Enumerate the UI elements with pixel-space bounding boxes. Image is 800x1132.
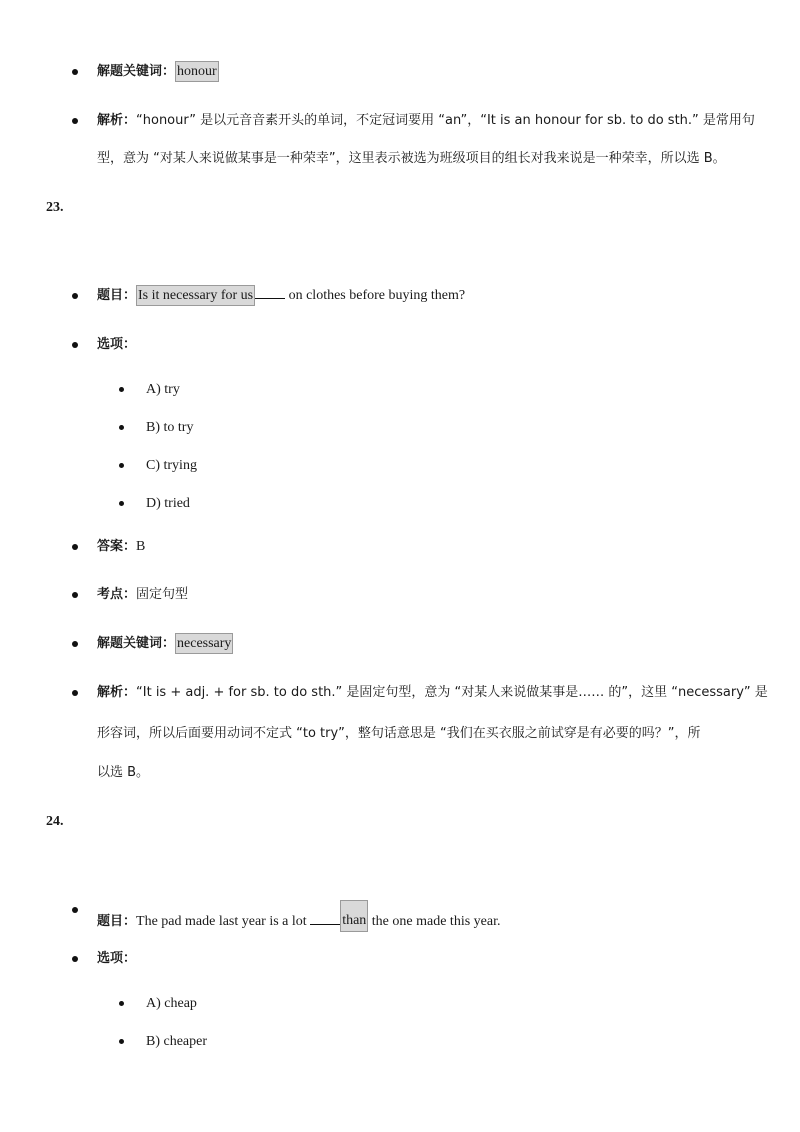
bullet: [119, 1039, 124, 1044]
point-value: 固定句型: [136, 587, 189, 602]
answer-blank: [310, 912, 340, 925]
option-text: A) try: [146, 382, 180, 397]
answer-label: 答案：: [97, 539, 137, 554]
analysis-text: 型，意为 “对某人来说做某事是一种荣幸”，这里表示被选为班级项目的组长对我来说是一种荣幸，所以选 B。: [97, 151, 726, 166]
question-highlight: than: [340, 900, 368, 932]
analysis-text: 以选 B。: [97, 765, 150, 780]
option-text: A) cheap: [146, 996, 197, 1011]
keyword-label: 解题关键词：: [97, 64, 176, 79]
bullet: [119, 1001, 124, 1006]
bullet: [72, 592, 78, 598]
point-label: 考点：: [97, 587, 137, 602]
bullet: [72, 544, 78, 550]
options-label: 选项：: [97, 337, 137, 352]
bullet: [72, 118, 78, 124]
analysis-label: 解析：: [97, 685, 137, 700]
bullet: [119, 425, 124, 430]
analysis-label: 解析：: [97, 113, 137, 128]
question-text: on clothes before buying them?: [285, 288, 466, 303]
bullet: [119, 387, 124, 392]
answer-blank: [255, 286, 285, 299]
question-text: The pad made last year is a lot: [136, 914, 311, 929]
question-number: 24.: [46, 814, 64, 829]
option-text: D) tried: [146, 496, 190, 511]
bullet: [72, 293, 78, 299]
analysis-text: “It is + adj. + for sb. to do sth.” 是固定句型，意为 “对某人来说做某事是…… 的”，这里 “necessary” 是: [136, 685, 768, 700]
options-label: 选项：: [97, 951, 137, 966]
bullet: [119, 463, 124, 468]
keyword-label: 解题关键词：: [97, 636, 176, 651]
bullet: [72, 342, 78, 348]
analysis-text: 形容词，所以后面要用动词不定式 “to try”，整句话意思是 “我们在买衣服之前试穿是有必要的吗？”，所: [97, 726, 701, 741]
keyword-highlight: honour: [175, 61, 219, 82]
option-text: B) cheaper: [146, 1034, 208, 1049]
bullet: [72, 907, 78, 913]
question-label: 题目：: [97, 914, 137, 929]
keyword-highlight: necessary: [175, 633, 233, 654]
question-number: 23.: [46, 200, 64, 215]
analysis-text: “honour” 是以元音音素开头的单词，不定冠词要用 “an”，“It is an honour for sb. to do sth.” 是常用句: [136, 113, 755, 128]
option-text: B) to try: [146, 420, 194, 435]
bullet: [72, 956, 78, 962]
bullet: [72, 69, 78, 75]
bullet: [119, 501, 124, 506]
option-text: C) trying: [146, 458, 197, 473]
question-text: the one made this year.: [368, 914, 501, 929]
question-label: 题目：: [97, 288, 137, 303]
bullet: [72, 690, 78, 696]
question-highlight: Is it necessary for us: [136, 285, 255, 306]
answer-value: B: [136, 539, 146, 554]
bullet: [72, 641, 78, 647]
